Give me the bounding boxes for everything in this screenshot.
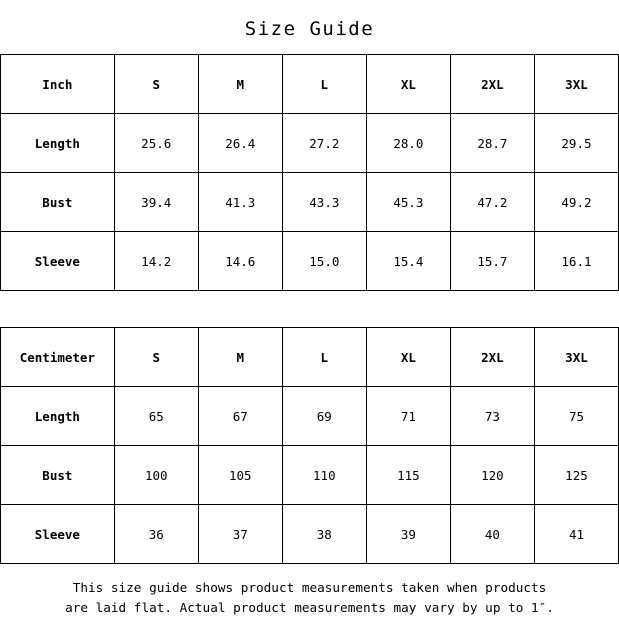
row-label-bust: Bust bbox=[1, 446, 115, 505]
page-title: Size Guide bbox=[244, 18, 375, 40]
cell-bust-2xl: 120 bbox=[450, 446, 534, 505]
row-label-length: Length bbox=[1, 387, 115, 446]
table-row bbox=[1, 505, 619, 564]
cell-length-s: 25.6 bbox=[114, 114, 198, 173]
cell-bust-s: 39.4 bbox=[114, 173, 198, 232]
cell-bust-m: 41.3 bbox=[198, 173, 282, 232]
column-header-2xl: 2XL bbox=[450, 55, 534, 114]
cell-sleeve-s: 14.2 bbox=[114, 232, 198, 291]
cell-sleeve-xl: 15.4 bbox=[366, 232, 450, 291]
table-row bbox=[1, 173, 619, 232]
table-header-row bbox=[1, 55, 619, 114]
cell-bust-m: 105 bbox=[198, 446, 282, 505]
cell-sleeve-s: 36 bbox=[114, 505, 198, 564]
column-header-m: M bbox=[198, 328, 282, 387]
column-header-s: S bbox=[114, 328, 198, 387]
cell-sleeve-2xl: 40 bbox=[450, 505, 534, 564]
cell-length-l: 27.2 bbox=[282, 114, 366, 173]
cell-length-m: 26.4 bbox=[198, 114, 282, 173]
cell-length-xl: 28.0 bbox=[366, 114, 450, 173]
row-label-bust: Bust bbox=[1, 173, 115, 232]
cell-bust-2xl: 47.2 bbox=[450, 173, 534, 232]
row-label-length: Length bbox=[1, 114, 115, 173]
cell-length-2xl: 73 bbox=[450, 387, 534, 446]
cell-length-3xl: 75 bbox=[534, 387, 618, 446]
centimeter-table bbox=[0, 327, 619, 564]
cell-bust-xl: 115 bbox=[366, 446, 450, 505]
table-row bbox=[1, 232, 619, 291]
table-row bbox=[1, 387, 619, 446]
cell-length-xl: 71 bbox=[366, 387, 450, 446]
cell-sleeve-l: 38 bbox=[282, 505, 366, 564]
table-header-row bbox=[1, 328, 619, 387]
column-header-3xl: 3XL bbox=[534, 328, 618, 387]
cell-length-l: 69 bbox=[282, 387, 366, 446]
cell-length-3xl: 29.5 bbox=[534, 114, 618, 173]
cell-bust-3xl: 49.2 bbox=[534, 173, 618, 232]
cell-sleeve-l: 15.0 bbox=[282, 232, 366, 291]
footnote bbox=[0, 564, 619, 617]
cell-sleeve-m: 14.6 bbox=[198, 232, 282, 291]
footnote-line-2: are laid flat. Actual product measurements may vary by up to 1″. bbox=[65, 599, 554, 615]
cell-bust-3xl: 125 bbox=[534, 446, 618, 505]
cell-bust-l: 43.3 bbox=[282, 173, 366, 232]
cell-sleeve-3xl: 41 bbox=[534, 505, 618, 564]
column-header-2xl: 2XL bbox=[450, 328, 534, 387]
footnote-line-1: This size guide shows product measurements taken when products bbox=[72, 580, 547, 595]
cell-length-m: 67 bbox=[198, 387, 282, 446]
unit-label-centimeter: Centimeter bbox=[1, 328, 115, 387]
column-header-xl: XL bbox=[366, 328, 450, 387]
cell-length-2xl: 28.7 bbox=[450, 114, 534, 173]
table-row bbox=[1, 446, 619, 505]
column-header-s: S bbox=[114, 55, 198, 114]
cell-bust-xl: 45.3 bbox=[366, 173, 450, 232]
column-header-3xl: 3XL bbox=[534, 55, 618, 114]
table-row bbox=[1, 114, 619, 173]
column-header-l: L bbox=[282, 328, 366, 387]
table-separator bbox=[0, 291, 619, 327]
unit-label-inch: Inch bbox=[1, 55, 115, 114]
cell-sleeve-xl: 39 bbox=[366, 505, 450, 564]
cell-bust-s: 100 bbox=[114, 446, 198, 505]
cell-sleeve-m: 37 bbox=[198, 505, 282, 564]
column-header-l: L bbox=[282, 55, 366, 114]
row-label-sleeve: Sleeve bbox=[1, 505, 115, 564]
cell-sleeve-2xl: 15.7 bbox=[450, 232, 534, 291]
centimeter-table-wrapper bbox=[0, 327, 619, 564]
cell-bust-l: 110 bbox=[282, 446, 366, 505]
inch-table-wrapper bbox=[0, 54, 619, 291]
column-header-m: M bbox=[198, 55, 282, 114]
column-header-xl: XL bbox=[366, 55, 450, 114]
row-label-sleeve: Sleeve bbox=[1, 232, 115, 291]
cell-length-s: 65 bbox=[114, 387, 198, 446]
cell-sleeve-3xl: 16.1 bbox=[534, 232, 618, 291]
inch-table bbox=[0, 54, 619, 291]
